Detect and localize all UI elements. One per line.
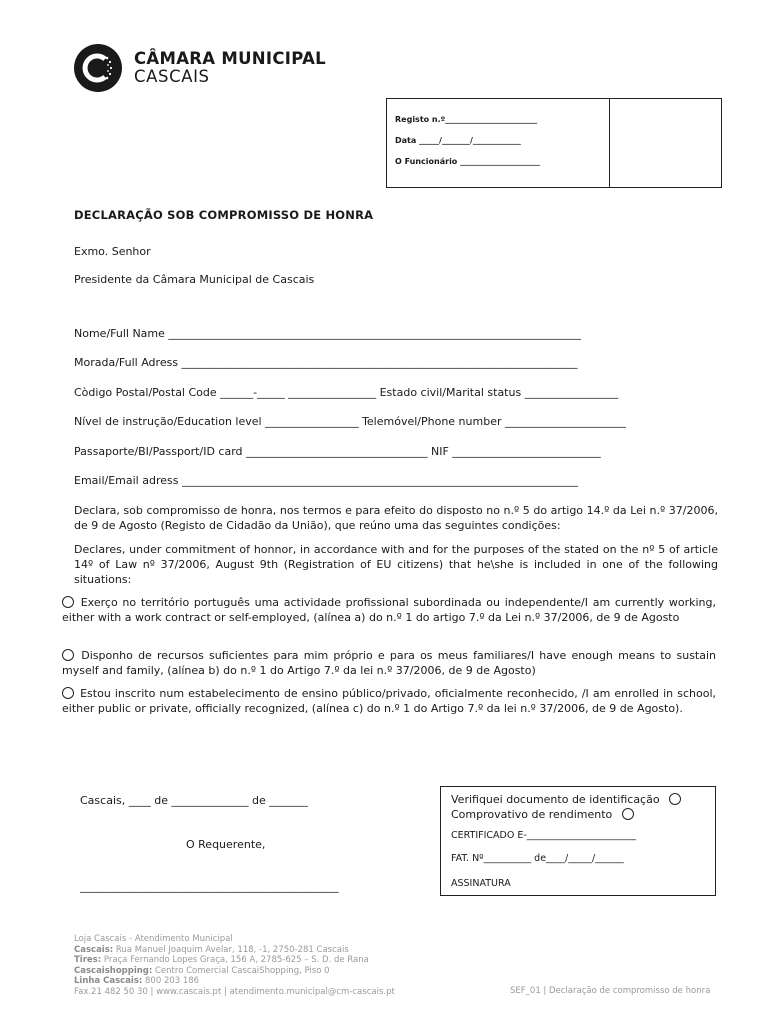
salutation: Exmo. Senhor: [74, 245, 151, 258]
addressee: Presidente da Câmara Municipal de Cascais: [74, 273, 315, 286]
option-b: [62, 648, 716, 678]
radio-option-a[interactable]: [62, 596, 74, 608]
verified-id-row: [451, 793, 683, 806]
registry-number-field[interactable]: Registo n.º_______________________: [395, 115, 538, 124]
education-phone-field[interactable]: Nível de instrução/Education level _________________ Telemóvel/Phone number ______________________: [74, 415, 626, 428]
page-title: DECLARAÇÃO SOB COMPROMISSO DE HONRA: [74, 208, 374, 222]
requester-label: O Requerente,: [186, 838, 266, 851]
footer-line1: Loja Cascais - Atendimento Municipal: [74, 934, 233, 944]
verified-id-label: Verifiquei documento de identificação: [451, 793, 660, 806]
verification-box: [440, 786, 716, 896]
signature-line[interactable]: _______________________________________________: [80, 880, 339, 893]
address-field[interactable]: Morada/Full Adress ________________________________________________________________________: [74, 356, 578, 369]
footer-doc-ref: SEF_01 | Declaração de compromisso de honra: [510, 986, 711, 996]
declaration-en: Declares, under commitment of honnor, in accordance with and for the purposes of the stated on the nº 5 of article 14º of Law nº 37/2006, August 9th (Registration of EU citizens) that he\she is included in one of the following situations:: [74, 543, 718, 586]
radio-option-c[interactable]: [62, 687, 74, 699]
option-b-text: Disponho de recursos suficientes para mim próprio e para os meus familiares/I have enough means to sustain myself and family, (alínea b) do n.º 1 do Artigo 7.º da lei n.º 37/2006, de 9 de Agosto): [62, 649, 717, 677]
registry-box-divider: [609, 99, 610, 187]
radio-income-proof[interactable]: [622, 808, 634, 820]
brand-name-line2: CASCAIS: [134, 67, 210, 86]
income-proof-label: Comprovativo de rendimento: [451, 808, 613, 821]
postal-marital-field[interactable]: Còdigo Postal/Postal Code ______-_____ ________________ Estado civil/Marital status _________________: [74, 386, 619, 399]
footer-line4: Cascaishopping: Centro Comercial CascaiShopping, Piso 0: [74, 965, 330, 976]
option-a-text: Exerço no território português uma actividade profissional subordinada ou independente/I am currently working, either with a work contract or self-employed, (alínea a) do n.º 1 do artigo 7.º da Lei n.º 37/2006, de 9 de Agosto: [62, 596, 716, 624]
declaration-pt: Declara, sob compromisso de honra, nos termos e para efeito do disposto no n.º 5 do artigo 14.º da Lei n.º 37/2006, de 9 de Agosto (Registo de Cidadão da União), que reúno uma das seguintes condições:: [74, 504, 718, 532]
footer-line3: Tires: Praça Fernando Lopes Graça, 156 A, 2785-625 – S. D. de Rana: [74, 955, 369, 966]
fat-field[interactable]: FAT. Nº__________ de____/_____/______: [451, 853, 624, 864]
footer-line6: Fax.21 482 50 30 | www.cascais.pt | atendimento.municipal@cm-cascais.pt: [74, 986, 395, 997]
footer-contacts: [74, 934, 395, 998]
email-field[interactable]: Email/Email adress ________________________________________________________________________: [74, 474, 578, 487]
cascais-logo-icon: [74, 44, 122, 92]
income-proof-row: [451, 808, 636, 821]
brand-name-line1: CÂMARA MUNICIPAL: [134, 49, 326, 68]
option-a: [62, 595, 716, 625]
option-c: [62, 686, 716, 716]
radio-option-b[interactable]: [62, 649, 74, 661]
full-name-field[interactable]: Nome/Full Name ___________________________________________________________________________: [74, 327, 581, 340]
option-c-text: Estou inscrito num estabelecimento de ensino público/privado, oficialmente reconhecido, /I am enrolled in school, either public or private, officially recognized, (alínea c) do n.º 1 do Artigo 7.º da lei n.º 37/2006, de 9 de Agosto).: [62, 687, 716, 715]
registry-box: [386, 98, 722, 188]
verification-signature-label: ASSINATURA: [451, 878, 511, 889]
passport-nif-field[interactable]: Passaporte/BI/Passport/ID card _________________________________ NIF ___________________________: [74, 445, 601, 458]
place-date-field[interactable]: Cascais, ____ de ______________ de _______: [80, 794, 308, 807]
registry-clerk-field[interactable]: O Funcionário ____________________: [395, 157, 541, 166]
radio-verified-id[interactable]: [669, 793, 681, 805]
certificate-field[interactable]: CERTIFICADO E-_______________________: [451, 830, 637, 841]
footer-line2: Cascais: Rua Manuel Joaquim Avelar, 118, -1, 2750-281 Cascais: [74, 944, 349, 955]
registry-date-field[interactable]: Data _____/_______/____________: [395, 136, 521, 145]
footer-line5: Linha Cascais: 800 203 186: [74, 976, 200, 987]
